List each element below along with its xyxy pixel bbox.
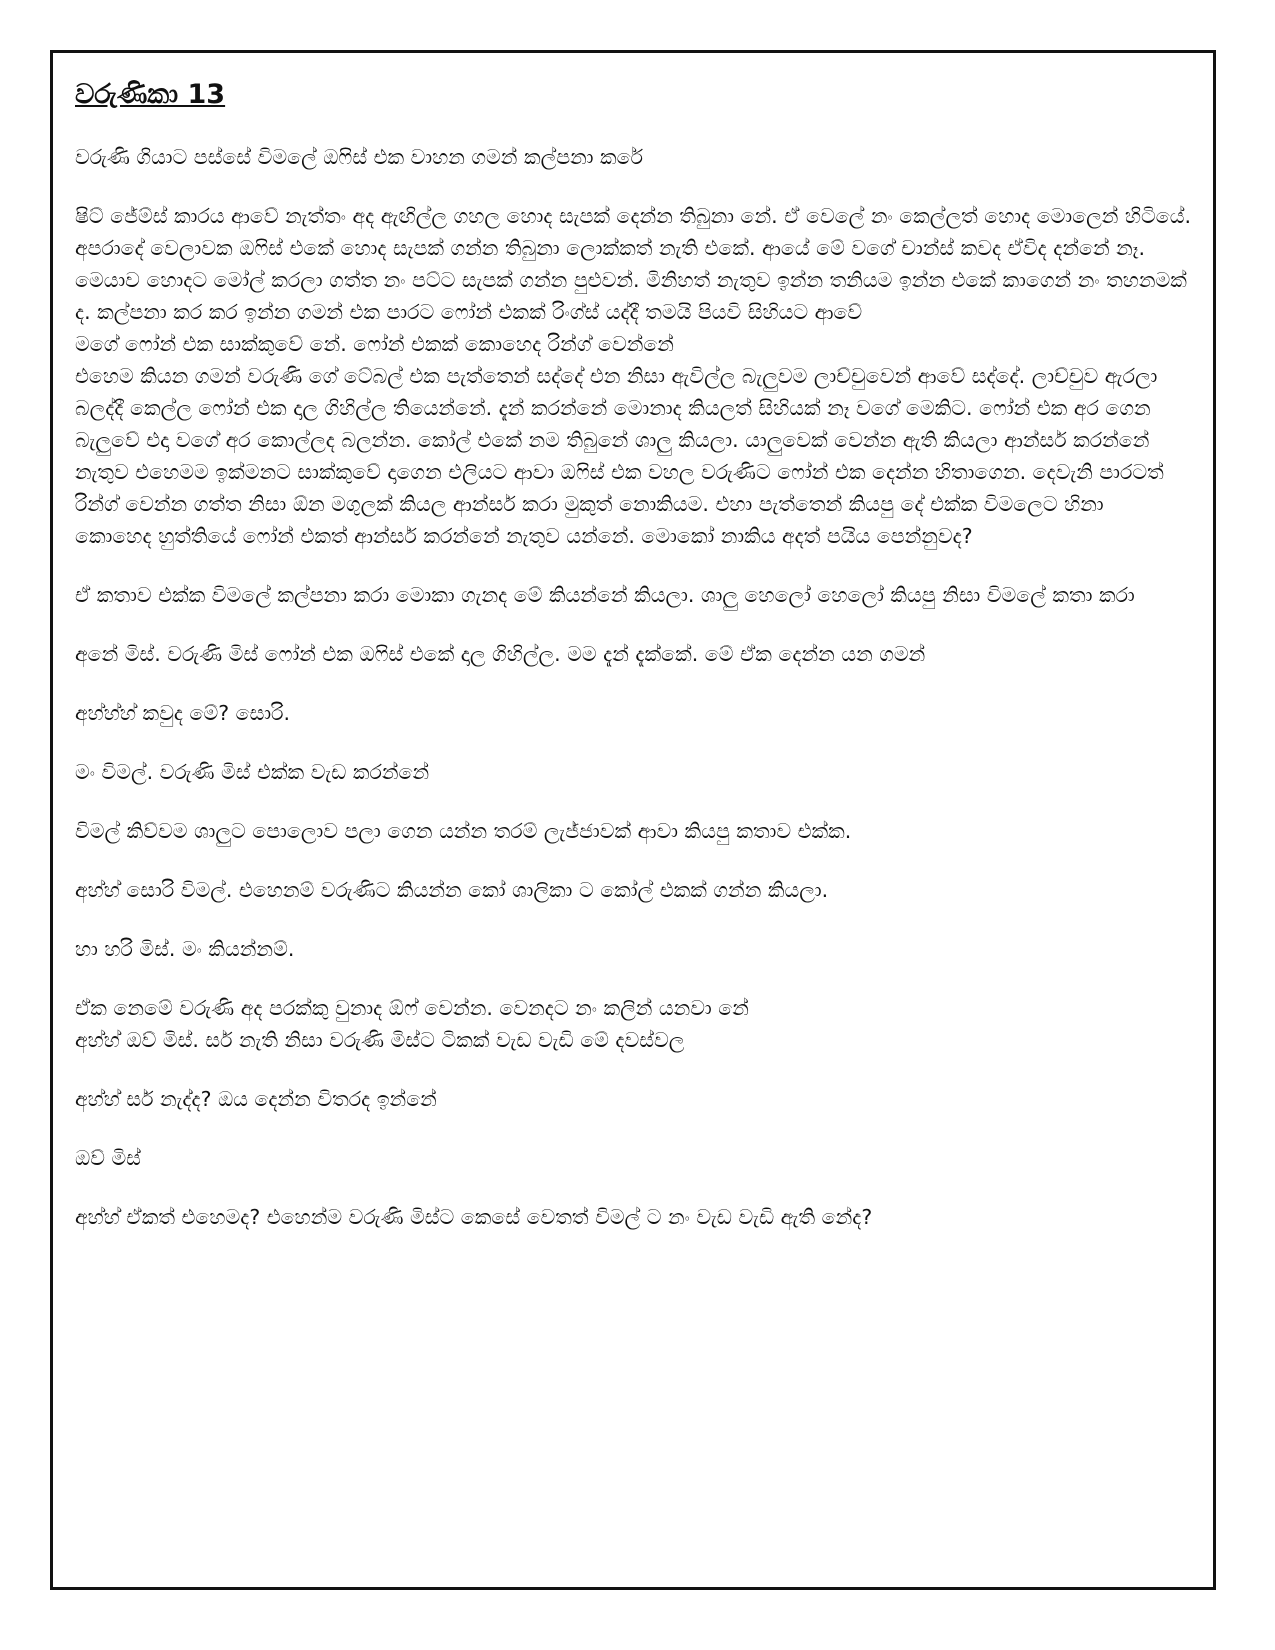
paragraph-7: විමල් කිව්වම ශාලුට පොලොව පලා ගෙන යන්න තරම් ලැජ්ජාවක් ආවා කියපු කතාව එක්ක. — [75, 819, 852, 844]
page-frame — [50, 50, 1216, 1590]
paragraph-6: මං විමල්. වරුණි මිස් එක්ක වැඩ කරන්නේ — [75, 760, 430, 785]
paragraph-5: අහ්හ්හ් කවුද මේ? සොරි. — [75, 701, 290, 726]
paragraph-1: වරුණි ගියාට පස්සේ විමලේ ඔෆිස් එක වාහන ගමන් කල්පනා කරේ — [75, 145, 644, 170]
paragraph-9: හා හරි මිස්. මං කියන්නම්. — [75, 937, 295, 962]
paragraph-11: අහ්හ් සර් නැද්ද? ඔය දෙන්න විතරද ඉන්නේ — [75, 1087, 437, 1112]
paragraph-8: අහ්හ් සොරි විමල්. එහෙනම් වරුණිට කියන්න කෝ ශාලිකා ට කෝල් එකක් ගන්න කියලා. — [75, 878, 829, 903]
paragraph-4: අනේ මිස්. වරුණි මිස් ෆෝන් එක ඔෆිස් එකේ දාල ගිහිල්ල. මම දැන් දැක්කේ. මේ ඒක දෙන්න යන ගමන් — [75, 642, 926, 667]
paragraph-12: ඔව් මිස් — [75, 1146, 141, 1171]
paragraph-2: ෂිට් ජේම්ස් කාරය ආවේ නැත්තං අද ඇඟිල්ල ගහල හොද සැපක් දෙන්න තිබුනා නේ. ඒ වෙලේ නං කෙල්ලත් හොද මොලෙන් හිටියේ. අපරාදේ වෙලාවක ඔෆිස් එකේ හොද සැපක් ගන්න තිබුනා ලොක්කත් නැති එකේ. ආයේ මේ වගේ චාන්ස් කවද ඒවිද දන්නේ නෑ. මෙයාව හොදට මෝල් කරලා ගත්ත නං පට්ට සැපක් ගන්න පුළුවන්. මිනිහත් නැතුව ඉන්න තනියම ඉන්න එකේ කාගෙන් නං තහනමක් ද. කල්පනා කර කර ඉන්න ගමන් එක පාරට ෆෝන් එකක් රිංග්ස් යද්දී තමයි පියවි සිහියට ආවේ මගේ ෆෝන් එක සාක්කුවේ නේ. ෆෝන් එකක් කොහෙද රින්ග් වෙන්නේ එහෙම කියන ගමන් වරුණි ගේ ටේබල් එක පැත්තෙන් සද්දේ එන නිසා ඇවිල්ල බැලුවම ලාච්චුවෙන් ආවේ සද්දේ. ලාච්චුව ඇරලා බලද්දී කෙල්ල ෆෝන් එක දාල ගිහිල්ල තියෙන්නේ. දැන් කරන්නේ මොනාද කියලත් සිහියක් නෑ වගේ මෙකිට. ෆෝන් එක අර ගෙන බැලුවේ එදා වගේ අර කොල්ලද බලන්න. කෝල් එකේ නම තිබුනේ ශාලු කියලා. යාලුවෙක් වෙන්න ඇති කියලා ආන්සර් කරන්නේ නැතුව එහෙමම ඉක්මනට සාක්කුවේ දාගෙන එලියට ආවා ඔෆිස් එක වහල වරුණිට ෆෝන් එක දෙන්න හිතාගෙන. දෙවැනි පාරටත් රින්ග් වෙන්න ගත්ත නිසා ඕන මගුලක් කියල ආන්සර් කරා මුකුත් නොකියම. එහා පැත්තෙන් කියපු දේ එක්ක විමලෙට හිනා කොහෙද හුත්තියේ ෆෝන් එකත් ආන්සර් කරන්නේ නැතුව යන්නේ. මොකෝ නාකිය අදත් පයිය පෙන්නුවද? — [75, 204, 1192, 549]
page-title: වරුණිකා 13 — [75, 79, 226, 110]
paragraph-3: ඒ කතාව එක්ක විමලේ කල්පනා කරා මොකා ගැනද මේ කියන්නේ කියලා. ශාලු හෙලෝ හෙලෝ කියපු නිසා විමලේ කතා කරා — [75, 583, 1135, 608]
paragraph-13: අහ්හ් ඒකත් එහෙමද? එහෙන්ම වරුණි මිස්ට කෙසේ වෙතත් විමල් ට නං වැඩ වැඩි ඇති නේද? — [75, 1205, 873, 1230]
paragraph-10: ඒක නෙමේ වරුණි අද පරක්කු වුනාද ඕෆ් වෙන්න. වෙනදට නං කලින් යනවා නේ අහ්හ් ඔව් මිස්. සර් නැති නිසා වරුණි මිස්ට ටිකක් වැඩ වැඩි මේ දවස්වල — [75, 996, 749, 1053]
